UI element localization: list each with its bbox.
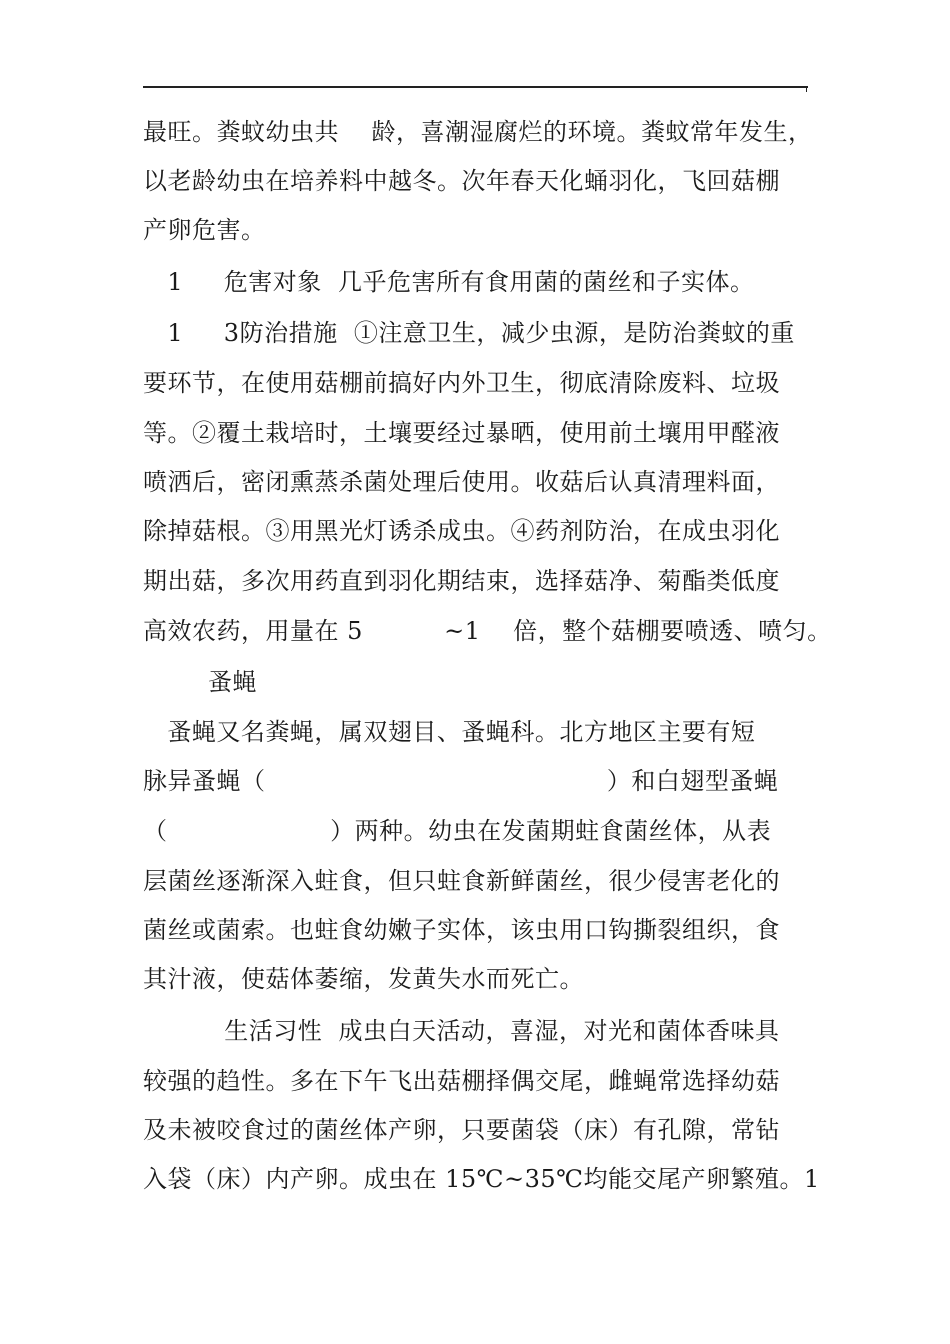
text-line: （ ）两种。幼虫在发菌期蛀食菌丝体，从表	[143, 817, 772, 845]
text-line: 高效农药，用量在 5 ~1 倍，整个菇棚要喷透、喷匀。	[143, 617, 832, 645]
text-line: 生活习性 成虫白天活动，喜湿，对光和菌体香味具	[143, 1017, 780, 1045]
text-line: 1 危害对象 几乎危害所有食用菌的菌丝和子实体。	[143, 268, 755, 296]
text-line: 最旺。粪蚊幼虫共 龄，喜潮湿腐烂的环境。粪蚊常年发生，	[143, 118, 813, 146]
text-line: 以老龄幼虫在培养料中越冬。次年春天化蛹羽化，飞回菇棚	[143, 167, 780, 195]
text-line: 产卵危害。	[143, 216, 266, 244]
section-heading: 蚤蝇	[143, 668, 258, 696]
header-rule-tick	[806, 86, 807, 92]
text-line: 层菌丝逐渐深入蛀食，但只蛀食新鲜菌丝，很少侵害老化的	[143, 867, 780, 895]
text-line: 及未被咬食过的菌丝体产卵，只要菌袋（床）有孔隙，常钻	[143, 1116, 780, 1144]
text-line: 较强的趋性。多在下午飞出菇棚择偶交尾，雌蝇常选择幼菇	[143, 1067, 780, 1095]
text-line: 1 3防治措施 ①注意卫生，减少虫源，是防治粪蚊的重	[143, 319, 795, 347]
text-line: 要环节，在使用菇棚前搞好内外卫生，彻底清除废料、垃圾	[143, 369, 780, 397]
text-line: 期出菇，多次用药直到羽化期结束，选择菇净、菊酯类低度	[143, 567, 780, 595]
text-line: 其汁液，使菇体萎缩，发黄失水而死亡。	[143, 965, 584, 993]
text-line: 喷洒后，密闭熏蒸杀菌处理后使用。收菇后认真清理料面，	[143, 468, 780, 496]
header-rule	[143, 86, 808, 88]
text-line: 除掉菇根。③用黑光灯诱杀成虫。④药剂防治，在成虫羽化	[143, 517, 780, 545]
text-line: 入袋（床）内产卵。成虫在 15℃~35℃均能交尾产卵繁殖。1	[143, 1165, 820, 1193]
text-line: 等。②覆土栽培时，土壤要经过暴晒，使用前土壤用甲醛液	[143, 419, 780, 447]
text-line: 蚤蝇又名粪蝇，属双翅目、蚤蝇科。北方地区主要有短	[143, 718, 756, 746]
text-line: 菌丝或菌索。也蛀食幼嫩子实体，该虫用口钩撕裂组织，食	[143, 916, 780, 944]
text-line: 脉异蚤蝇（ ）和白翅型蚤蝇	[143, 767, 779, 795]
